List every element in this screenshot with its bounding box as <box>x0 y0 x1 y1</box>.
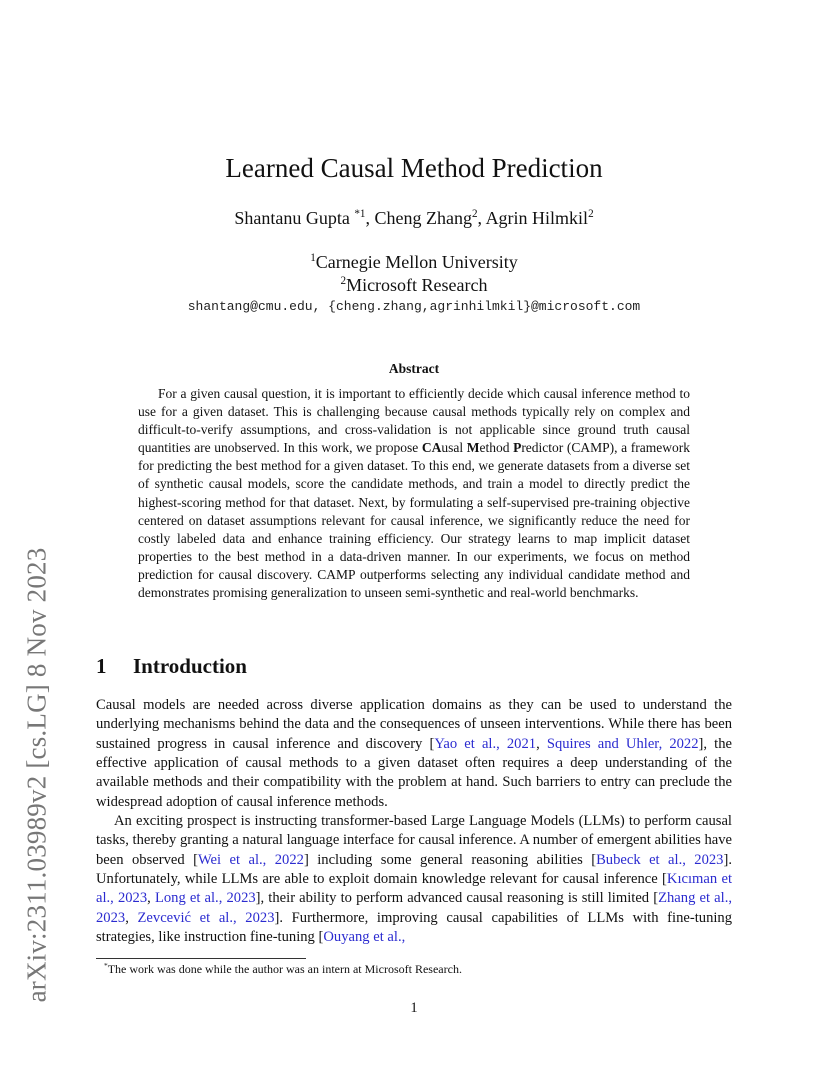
acronym-letter: M <box>466 440 480 456</box>
citation-link[interactable]: Squires and Uhler, 2022 <box>546 735 699 752</box>
author-separator: , <box>365 208 375 228</box>
section-heading <box>96 654 247 679</box>
body-paragraph <box>96 812 732 947</box>
footnote <box>104 962 462 977</box>
affiliation-name: Microsoft Research <box>346 275 488 295</box>
abstract-text: usal <box>441 440 467 456</box>
footnote-mark: * <box>104 961 108 970</box>
arxiv-stamp <box>12 290 62 1003</box>
abstract-text: redictor <box>521 440 564 456</box>
citation-link[interactable]: Long et al., 2023 <box>154 890 256 907</box>
author-separator: , <box>477 208 486 228</box>
body-text: Causal models are needed across diverse application domains as they can be used to understand the underlying mechanisms behind the data and the consequences of unseen interventions. While there has been sustained progress in causal inference and discovery [ <box>96 697 732 752</box>
arxiv-stamp-text: arXiv:2311.03989v2 [cs.LG] 8 Nov 2023 <box>21 547 52 1003</box>
author-name: Agrin Hilmkil <box>485 208 589 228</box>
author-affiliation-mark: *1 <box>354 208 366 220</box>
citation-link[interactable]: Kıcıman et al., 2023 <box>96 871 732 907</box>
affiliation-mark: 1 <box>310 252 316 264</box>
author-list <box>0 208 828 229</box>
body-text: ], their ability to perform advanced causal reasoning is still limited [ <box>255 890 659 907</box>
abstract-heading: Abstract <box>388 361 440 376</box>
abstract-paragraph <box>138 385 690 602</box>
author-affiliation-mark: 2 <box>471 208 478 220</box>
body-text: ] including some general reasoning abilities [ <box>303 851 597 868</box>
author-name: Cheng Zhang <box>374 208 472 228</box>
abstract-body <box>138 385 690 602</box>
citation-link[interactable]: Bubeck et al., 2023 <box>596 851 724 868</box>
body-text: ], the effective application of causal methods to a given dataset often requires a deep understanding of the available methods and their compatibility with the problem at hand. Such barriers to entry can preclude the widespread adoption of causal inference methods. <box>96 735 732 810</box>
section-number: 1 <box>96 654 107 678</box>
body-text: ]. Furthermore, improving causal capabilities of LLMs with fine-tuning strategies, like instruction fine-tuning [ <box>96 909 733 946</box>
citation-link[interactable]: Wei et al., 2022 <box>197 851 304 868</box>
citation-link[interactable]: Zevcević et al., 2023 <box>137 909 275 926</box>
author-affiliation-mark: 2 <box>588 208 594 220</box>
footnote-divider <box>96 958 306 959</box>
footnote-text: The work was done while the author was an intern at Microsoft Research. <box>107 962 462 976</box>
affiliation-name: Carnegie Mellon University <box>315 252 518 272</box>
body-paragraph <box>96 696 732 812</box>
body-text: ]. Unfortunately, while LLMs are able to exploit domain knowledge relevant for causal inference [ <box>96 851 732 888</box>
body-text: An exciting prospect is instructing transformer-based Large Language Models (LLMs) to perform causal tasks, thereby granting a natural language interface for causal inference. A number of emergent abilities have been observed [ <box>96 813 732 868</box>
affiliation <box>0 275 828 296</box>
abstract-text: (CAMP), a framework for predicting the best method for a given dataset. To this end, we generate datasets from a diverse set of synthetic causal models, score the candidate methods, and train a model to directly predict the highest-scoring method for that dataset. Next, by formulating a self-supervised pre-training objective centered on dataset assumptions relevant for causal inference, we significantly reduce the need for costly labeled data and enhance training efficiency. Our strategy learns to map implicit dataset properties to the best method in a data-driven manner. In our experiments, we focus on method prediction for causal discovery. CAMP outperforms selecting any individual candidate method and demonstrates promising generalization to unseen semi-synthetic and real-world benchmarks. <box>138 440 690 601</box>
page-number: 1 <box>410 1000 418 1016</box>
acronym-letter: CA <box>421 440 442 456</box>
citation-link[interactable]: Yao et al., 2021 <box>434 735 537 752</box>
section-title: Introduction <box>133 654 247 678</box>
affiliation <box>0 252 828 273</box>
abstract-text: ethod <box>479 440 514 456</box>
abstract-text: For a given causal question, it is important to efficiently decide which causal inference method to use for a given dataset. This is challenging because causal methods typically rely on complex and difficult-to-verify assumptions, and cross-validation is not applicable since ground truth causal quantities are unobserved. In this work, we propose <box>138 386 690 456</box>
acronym-letter: P <box>513 440 522 456</box>
author-name: Shantanu Gupta <box>234 208 355 228</box>
body-text: , <box>125 909 138 926</box>
body-text: , <box>536 735 547 752</box>
body-text: , <box>147 890 155 907</box>
introduction-body <box>96 696 732 947</box>
author-emails: shantang@cmu.edu, {cheng.zhang,agrinhilmkil}@microsoft.com <box>187 299 641 314</box>
citation-link[interactable]: Zhang et al., 2023 <box>96 890 732 926</box>
affiliation-mark: 2 <box>340 275 347 287</box>
citation-link[interactable]: Ouyang et al., <box>323 929 406 946</box>
paper-title: Learned Causal Method Prediction <box>225 153 603 183</box>
